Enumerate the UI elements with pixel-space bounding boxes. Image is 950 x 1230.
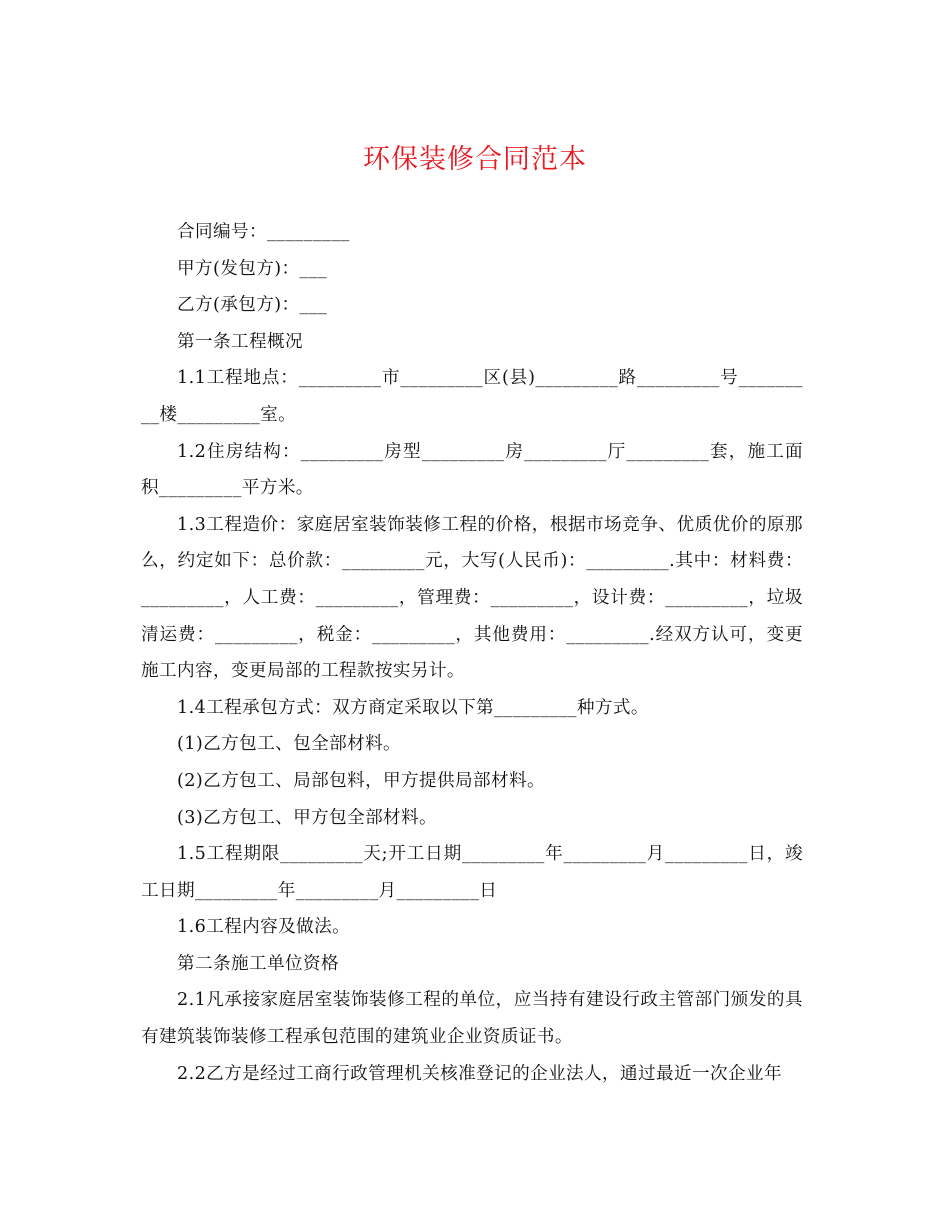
option-1: (1)乙方包工、包全部材料。	[177, 734, 402, 755]
article-2-heading: 第二条施工单位资格	[177, 953, 339, 974]
option-2: (2)乙方包工、局部包料，甲方提供局部材料。	[177, 770, 546, 791]
clause-1-6: 1.6工程内容及做法。	[177, 917, 351, 938]
clause-1-5: 1.5工程期限_________天;开工日期_________年_________月_________日，竣工日期_________年_________月_________日	[141, 844, 803, 901]
clause-2-1: 2.1凡承接家庭居室装饰装修工程的单位，应当持有建设行政主管部门颁发的具有建筑装饰装修工程承包范围的建筑业企业资质证书。	[141, 990, 803, 1048]
clause-1-3: 1.3工程造价：家庭居室装饰装修工程的价格，根据市场竞争、优质优价的原那么，约定如下：总价款：_________元，大写(人民币)：_________.其中：材料费：_________，人工费：_________，管理费：_________，设计费：_________，垃圾清运费：_________，税金：_________，其他费用：_________.经双方认可，变更施工内容，变更局部的工程款按实另计。	[141, 514, 803, 682]
document-title: 环保装修合同范本	[363, 144, 587, 175]
clause-1-1: 1.1工程地点：_________市_________区(县)_________路_________号_________楼_________室。	[141, 368, 803, 425]
option-3: (3)乙方包工、甲方包全部材料。	[177, 807, 438, 828]
article-1-heading: 第一条工程概况	[177, 331, 303, 352]
clause-1-4: 1.4工程承包方式：双方商定采取以下第_________种方式。	[177, 697, 649, 718]
clause-1-2: 1.2住房结构：_________房型_________房_________厅_________套，施工面积_________平方米。	[141, 441, 803, 499]
document-body	[141, 214, 803, 1092]
party-a-line: 甲方(发包方)：___	[177, 258, 328, 279]
clause-2-2: 2.2乙方是经过工商行政管理机关核准登记的企业法人，通过最近一次企业年	[177, 1063, 782, 1084]
contract-number-line: 合同编号：_________	[177, 222, 350, 242]
party-b-line: 乙方(承包方)：___	[177, 295, 328, 316]
